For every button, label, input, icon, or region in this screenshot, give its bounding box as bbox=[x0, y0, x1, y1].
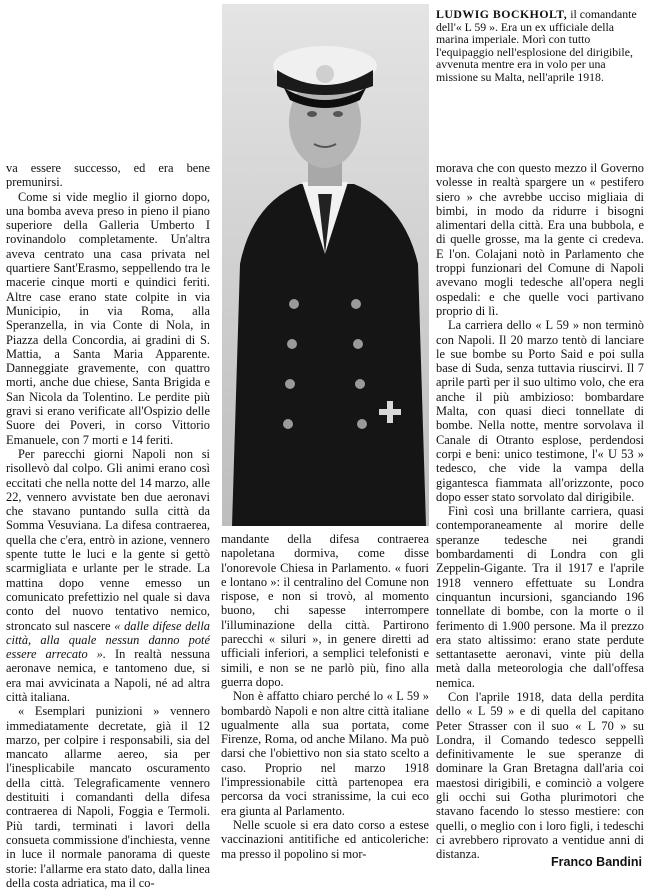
article-column-1 bbox=[6, 161, 210, 890]
paragraph: La carriera dello « L 59 » non terminò con Napoli. Il 20 marzo tentò di lanciare le sue bombe su Porto Said e poi sulla base di Suda, senza tuttavia riuscirvi. Il 7 aprile partì per il suo ultimo volo, che era anche il più ambizioso: bombardare Malta, con quasi dieci tonnellate di bombe. Nella notte, mentre sorvolava il Canale di Otranto esplose, perdendosi corpi e beni: unico testimone, l'« U 53 » tedesco, che vide la vampa della gigantesca fiammata all'orizzonte, poco dopo esser stato sorvolato dal dirigibile. bbox=[436, 318, 644, 504]
paragraph-text: In realtà nessuna aeronave nemica, e tantomeno due, si era mai avvicinata a Napoli, né ad altra città italiana. bbox=[6, 647, 210, 704]
author-signature: Franco Bandini bbox=[551, 855, 642, 869]
caption-text: il comandante dell'« L 59 ». Era un ex ufficiale della marina imperiale. Morì con tutto l'equipaggio nell'esplosione del dirigibile, avvenuta mentre era in volo per una missione su Malta, nell'aprile 1918. bbox=[436, 7, 637, 84]
article-column-2 bbox=[221, 532, 429, 861]
quoted-communique: « dalle difese della città, alla quale nessun danno poté essere arrecato ». bbox=[6, 618, 210, 662]
paragraph: Non è affatto chiaro perché lo « L 59 » bombardò Napoli e non altre città italiane ugualmente alla sua portata, come Firenze, Roma, od anche Milano. Ma può darsi che l'obiettivo non sia stato scelto a caso. Proprio nel marzo 1918 l'impressionabile città partenopea era percorsa da voci stranissime, la cui eco era giunta al Parlamento. bbox=[221, 689, 429, 818]
paragraph bbox=[6, 447, 210, 704]
paragraph: « Esemplari punizioni » vennero immediatamente decretate, già il 12 marzo, per colpire i responsabili, sia del mancato allarme aereo, sia per l'inesplicabile mancato oscuramento della città. Telegraficamente vennero destituiti i comandanti della difesa contraerea di Napoli, Foggia e Termoli. Più tardi, terminati i lavori della consueta commissione d'inchiesta, venne in luce il normale panorama di queste storie: l'allarme era stato dato, dalla linea della costa adriatica, ma il co- bbox=[6, 704, 210, 890]
caption-name: LUDWIG BOCKHOLT, bbox=[436, 7, 568, 21]
paragraph: Nelle scuole si era dato corso a estese vaccinazioni antitifiche ed anticoleriche: ma presso il popolino si mor- bbox=[221, 817, 429, 861]
officer-portrait-image bbox=[222, 4, 429, 526]
article-column-3 bbox=[436, 161, 644, 862]
paragraph: mandante della difesa contraerea napoletana dormiva, come disse l'onorevole Chiesa in Parlamento. « fuori e lontano »: il centralino del Comune non rispose, e non si trovò, al momento buono, chi sapesse interrompere l'illuminazione della città. Partirono parecchi « siluri », in genere diretti ad ufficiali inferiori, a semplici telefonisti e simili, e non se ne parlò più, fino alla guerra dopo. bbox=[221, 532, 429, 689]
paragraph: Come si vide meglio il giorno dopo, una bomba aveva preso in pieno il piano superiore della Galleria Umberto I rovinandolo completamente. Un'altra aveva centrato una casa privata nel quartiere Sant'Erasmo, seppellendo tra le macerie cinque morti e quindici feriti. Altre case erano state colpite in via Municipio, in via Roma, alla Speranzella, in via Conte di Nola, in Piazza della Concordia, ai gradini di S. Mattia, a Santa Maria Apparente. Danneggiate gravemente, con quattro morti, anche due chiese, Santa Brigida e San Nicola da Tolentino. Le perdite più gravi si erano verificate all'Ospizio delle Suore dei Poveri, in corso Vittorio Emanuele, con 7 morti e 14 feriti. bbox=[6, 189, 210, 447]
paragraph: Con l'aprile 1918, data della perdita dello « L 59 » e di quella del capitano Peter Strasser con il suo « L 70 » su Londra, il Comando tedesco seppellì definitivamente le sue speranze di dominare la Gran Bretagna dall'aria coi maestosi dirigibili, e cominciò a volgere gli occhi sui Gotha plurimotori che stavano facendo lo stesso mestiere: con quelli, o meglio con i loro figli, i tedeschi ci avrebbero riprovato a ventidue anni di distanza. bbox=[436, 689, 644, 862]
paragraph: va essere successo, ed era bene premunirsi. bbox=[6, 161, 210, 190]
paragraph-text: Per parecchi giorni Napoli non si risollevò dal colpo. Gli animi erano così eccitati che nella notte del 14 marzo, alle 22, vennero avvistate ben due aeronavi che stavano puntando sulla città da Somma Vesuviana. La difesa contraerea, quella che c'era, entrò in azione, vennero spente tutte le luci e la gente si gettò scarmigliata e urlante per le strade. La mattina dopo venne emesso un comunicato prefettizio nel quale si dava conto del nuovo tentativo nemico, stroncato sul nascere bbox=[6, 446, 210, 633]
paragraph: Finì così una brillante carriera, quasi contemporaneamente al morire delle speranze tedesche nei grandi bombardamenti di Londra con gli Zeppelin-Gigante. Tra il 1917 e l'aprile 1918 vennero effettuate su Londra cinquantun incursioni, sganciando 196 tonnellate di bombe, con la morte o il ferimento di 1.900 persone. Ma il prezzo era stato altissimo: erano state perdute settantasette aeronavi, vinte più della metà dalla meteorologia che dall'offesa nemica. bbox=[436, 504, 644, 690]
portrait-photo bbox=[222, 4, 429, 526]
photo-caption bbox=[436, 8, 644, 84]
paragraph: morava che con questo mezzo il Governo volesse in realtà spargere un « pestifero siero » che avrebbe ucciso migliaia di bimbi, in modo da ridurre i bisogni alimentari della città. Era una bubbola, e di quelle grosse, ma la gente ci credeva. E l'on. Colajani notò in Parlamento che troppi funzionari del Comune di Napoli avevano mogli tedesche all'opera negli ospedali: e che quelle voci partivano proprio di lì. bbox=[436, 161, 644, 318]
